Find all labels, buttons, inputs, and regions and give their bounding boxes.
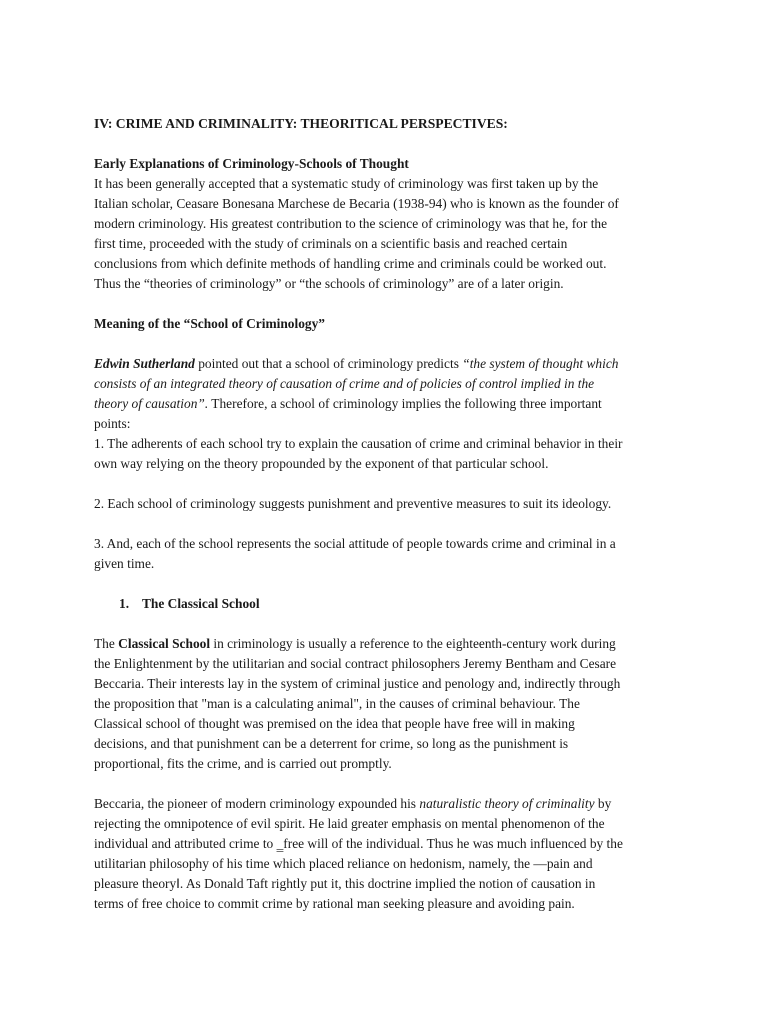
point-three xyxy=(94,534,694,574)
document-body xyxy=(94,114,694,914)
text-line: Italian scholar, Ceasare Bonesana Marchese de Becaria (1938-94) who is known as the founder of xyxy=(94,196,619,211)
bold-term: Classical School xyxy=(118,636,211,651)
quote-span: “the system of thought which xyxy=(462,356,619,371)
text-span: The xyxy=(94,636,119,651)
text-line: the proposition that "man is a calculating animal", in the causes of criminal behaviour. The xyxy=(94,696,580,711)
text-line: proportional, fits the crime, and is carried out promptly. xyxy=(94,756,392,771)
text-line xyxy=(94,794,694,814)
author-name: Edwin Sutherland xyxy=(94,356,195,371)
text-line: decisions, and that punishment can be a deterrent for crime, so long as the punishment is xyxy=(94,736,569,751)
text-line: the Enlightenment by the utilitarian and social contract philosophers Jeremy Bentham and Cesare xyxy=(94,656,617,671)
section-heading-early-explanations: Early Explanations of Criminology-Schools of Thought xyxy=(94,156,409,171)
text-line: terms of free choice to commit crime by rational man seeking pleasure and avoiding pain. xyxy=(94,896,575,911)
section-heading-classical-school xyxy=(94,594,694,614)
point-two: 2. Each school of criminology suggests punishment and preventive measures to suit its ideology. xyxy=(94,496,612,511)
text-line: points: xyxy=(94,416,131,431)
text-line: Classical school of thought was premised on the idea that people have free will in making xyxy=(94,716,575,731)
quote-span: theory of causation”. xyxy=(94,396,209,411)
text-line: conclusions from which definite methods of handling crime and criminals could be worked out. xyxy=(94,256,607,271)
paragraph-early-explanations xyxy=(94,174,694,294)
italic-term: naturalistic theory of criminality xyxy=(419,796,595,811)
list-number: 1. xyxy=(119,596,130,611)
text-line xyxy=(94,354,694,374)
text-line: Beccaria. Their interests lay in the system of criminal justice and penology and, indirectly through xyxy=(94,676,621,691)
text-line: It has been generally accepted that a systematic study of criminology was first taken up by the xyxy=(94,176,599,191)
text-line xyxy=(94,634,694,654)
paragraph-classical-school xyxy=(94,634,694,774)
text-line: utilitarian philosophy of his time which placed reliance on hedonism, namely, the ―pain and xyxy=(94,856,593,871)
paragraph-sutherland xyxy=(94,354,694,474)
paragraph-beccaria xyxy=(94,794,694,914)
text-line: pleasure theory‖. As Donald Taft rightly put it, this doctrine implied the notion of causation in xyxy=(94,876,596,891)
text-span: Therefore, a school of criminology implies the following three important xyxy=(208,396,602,411)
quote-line: consists of an integrated theory of causation of crime and of policies of control implied in the xyxy=(94,376,595,391)
text-span: Beccaria, the pioneer of modern criminology expounded his xyxy=(94,796,420,811)
text-line: 1. The adherents of each school try to explain the causation of crime and criminal behavior in their xyxy=(94,436,623,451)
text-span: in criminology is usually a reference to the eighteenth-century work during xyxy=(210,636,616,651)
text-line xyxy=(94,394,694,414)
document-title: IV: CRIME AND CRIMINALITY: THEORITICAL PERSPECTIVES: xyxy=(94,116,508,131)
text-line: given time. xyxy=(94,556,155,571)
text-line: individual and attributed crime to ‗free will of the individual. Thus he was much influenced by the xyxy=(94,836,623,851)
section-heading-meaning: Meaning of the “School of Criminology” xyxy=(94,316,325,331)
text-span: pointed out that a school of criminology predicts xyxy=(194,356,463,371)
text-line: Thus the “theories of criminology” or “the schools of criminology” are of a later origin. xyxy=(94,276,564,291)
text-span: by xyxy=(594,796,612,811)
text-line: modern criminology. His greatest contribution to the science of criminology was that he, for the xyxy=(94,216,608,231)
text-line: first time, proceeded with the study of criminals on a scientific basis and reached certain xyxy=(94,236,568,251)
text-line: 3. And, each of the school represents the social attitude of people towards crime and criminal in a xyxy=(94,536,616,551)
list-heading-text: The Classical School xyxy=(142,596,260,611)
text-line: own way relying on the theory propounded by the exponent of that particular school. xyxy=(94,456,549,471)
text-line: rejecting the omnipotence of evil spirit. He laid greater emphasis on mental phenomenon of the xyxy=(94,816,605,831)
